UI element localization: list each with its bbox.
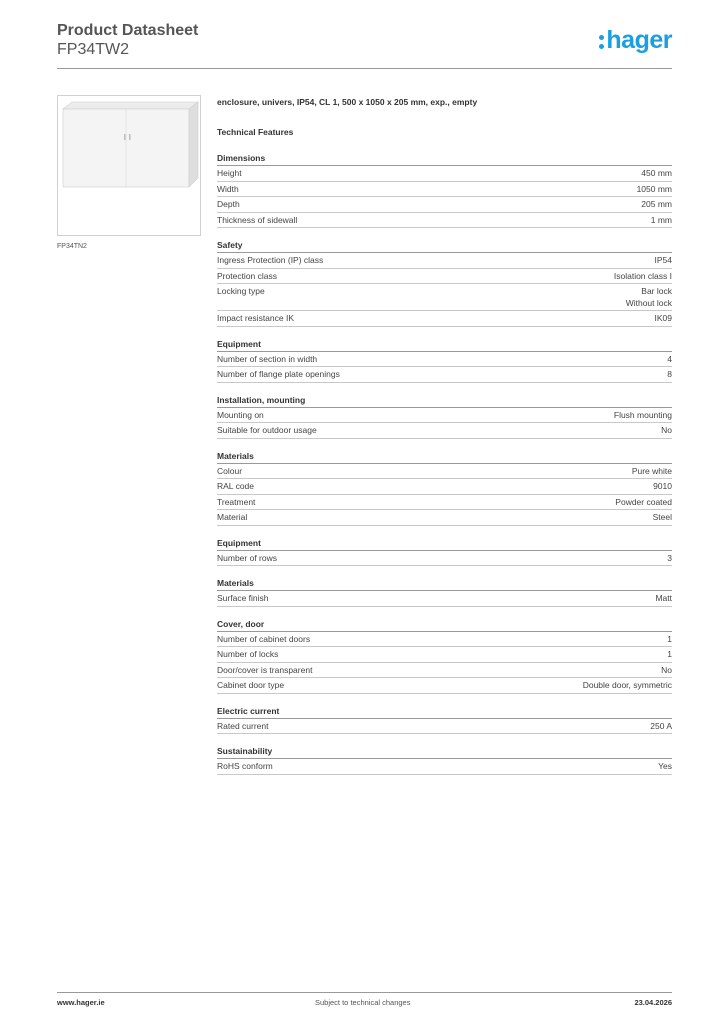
feature-value (641, 199, 672, 211)
feature-row (217, 719, 672, 735)
feature-label: RoHS conform (217, 761, 273, 771)
feature-value (614, 410, 672, 422)
feature-value-line: 450 mm (641, 168, 672, 178)
feature-value (632, 466, 672, 478)
feature-value-line: 1 (667, 633, 672, 644)
feature-value (653, 512, 672, 524)
document-title: Product Datasheet (57, 22, 199, 39)
image-caption: FP34TN2 (57, 243, 87, 250)
feature-label: Locking type (217, 286, 265, 296)
feature-section (217, 577, 672, 607)
feature-label: Number of cabinet doors (217, 633, 311, 644)
feature-value (641, 168, 672, 180)
feature-section (217, 537, 672, 567)
feature-value-line: Double door, symmetric (582, 680, 672, 690)
feature-value-line: 1 mm (650, 214, 672, 225)
product-description: enclosure, univers, IP54, CL 1, 500 x 1050 x 205 mm, exp., empty (217, 97, 478, 107)
section-title: Materials (217, 577, 672, 591)
feature-label: Number of flange plate openings (217, 369, 340, 379)
feature-label: RAL code (217, 481, 255, 491)
feature-row (217, 591, 672, 607)
feature-value-line: Bar lock (641, 286, 672, 296)
feature-row (217, 408, 672, 424)
product-image (57, 95, 201, 236)
feature-section (217, 705, 672, 735)
feature-value-line: Pure white (631, 465, 672, 476)
feature-value (637, 184, 672, 196)
enclosure-image-icon (58, 96, 200, 235)
section-title: Sustainability (217, 745, 672, 759)
feature-label: Height (217, 168, 242, 178)
feature-value (667, 634, 672, 646)
feature-sections (217, 152, 672, 775)
feature-value (655, 593, 672, 605)
feature-label: Suitable for outdoor usage (217, 425, 317, 435)
feature-value (655, 313, 673, 325)
feature-row (217, 678, 672, 694)
feature-section (217, 338, 672, 383)
feature-value (626, 286, 672, 309)
feature-label: Depth (217, 199, 240, 209)
feature-value-line: No (661, 425, 672, 435)
feature-value (583, 680, 672, 692)
feature-row (217, 367, 672, 383)
feature-row (217, 197, 672, 213)
feature-label: Ingress Protection (IP) class (217, 255, 324, 265)
feature-row (217, 284, 672, 311)
feature-row (217, 182, 672, 198)
feature-label: Colour (217, 465, 243, 476)
section-title: Installation, mounting (217, 394, 672, 408)
feature-value (650, 721, 672, 733)
feature-value (614, 271, 672, 283)
feature-value-line: Isolation class I (613, 270, 672, 281)
feature-value-line: 9010 (653, 481, 672, 491)
section-title: Electric current (217, 705, 672, 719)
feature-row (217, 551, 672, 567)
feature-value-line: 3 (667, 552, 672, 563)
feature-label: Number of rows (217, 552, 277, 563)
logo-colon-icon (599, 35, 604, 49)
feature-row (217, 269, 672, 285)
feature-row (217, 253, 672, 269)
feature-label: Thickness of sidewall (217, 214, 298, 225)
feature-label: Material (217, 512, 248, 522)
feature-row (217, 663, 672, 679)
feature-row (217, 647, 672, 663)
footer-note: Subject to technical changes (315, 998, 411, 1007)
feature-value (667, 553, 672, 565)
technical-features-title: Technical Features (217, 127, 294, 137)
feature-value-line: Without lock (625, 297, 672, 308)
feature-row (217, 423, 672, 439)
feature-row (217, 166, 672, 182)
feature-label: Width (217, 183, 239, 194)
feature-section (217, 450, 672, 526)
feature-value-line: IK09 (654, 313, 672, 323)
feature-value-line: Steel (652, 512, 672, 522)
footer-divider (57, 992, 672, 993)
feature-label: Treatment (217, 496, 256, 507)
logo-wordmark: hager (606, 26, 672, 54)
feature-value-line: 8 (667, 369, 672, 379)
feature-value-line: 1050 mm (636, 183, 672, 194)
feature-value (667, 649, 672, 661)
feature-label: Number of locks (217, 649, 279, 659)
feature-value-line: No (661, 664, 672, 675)
feature-section (217, 618, 672, 694)
section-title: Equipment (217, 537, 672, 551)
hager-logo (599, 26, 672, 54)
feature-value (667, 369, 672, 381)
feature-label: Protection class (217, 270, 277, 281)
section-title: Equipment (217, 338, 672, 352)
feature-value-line: 1 (667, 649, 672, 659)
header-divider (57, 68, 672, 69)
feature-value (615, 497, 672, 509)
feature-section (217, 745, 672, 775)
feature-value (667, 354, 672, 366)
feature-row (217, 479, 672, 495)
feature-row (217, 632, 672, 648)
feature-value-line: Flush mounting (613, 409, 672, 420)
feature-section (217, 394, 672, 439)
feature-value-line: 250 A (650, 720, 672, 731)
section-title: Cover, door (217, 618, 672, 632)
feature-row (217, 213, 672, 229)
feature-value-line: 4 (667, 353, 672, 364)
footer-website: www.hager.ie (57, 998, 105, 1007)
feature-value-line: Powder coated (615, 496, 672, 507)
feature-label: Number of section in width (217, 353, 318, 364)
feature-row (217, 464, 672, 480)
feature-section (217, 239, 672, 327)
feature-value-line: 205 mm (641, 199, 672, 209)
feature-label: Surface finish (217, 593, 269, 603)
feature-row (217, 759, 672, 775)
feature-value (661, 425, 672, 437)
footer-date: 23.04.2026 (634, 998, 672, 1007)
feature-row (217, 495, 672, 511)
product-code: FP34TW2 (57, 41, 130, 58)
section-title: Safety (217, 239, 672, 253)
feature-row (217, 352, 672, 368)
feature-value (651, 215, 672, 227)
feature-section (217, 152, 672, 228)
section-title: Dimensions (217, 152, 672, 166)
feature-label: Impact resistance IK (217, 313, 295, 323)
feature-value (655, 255, 673, 267)
feature-value (658, 761, 672, 773)
feature-value (661, 665, 672, 677)
feature-label: Cabinet door type (217, 680, 285, 690)
feature-row (217, 510, 672, 526)
feature-row (217, 311, 672, 327)
feature-label: Door/cover is transparent (217, 664, 313, 675)
feature-value-line: Yes (658, 761, 672, 771)
feature-value (653, 481, 672, 493)
main-content (217, 96, 672, 786)
feature-value-line: Matt (655, 593, 672, 603)
feature-label: Mounting on (217, 409, 264, 420)
feature-value-line: IP54 (654, 255, 672, 265)
feature-label: Rated current (217, 720, 269, 731)
section-title: Materials (217, 450, 672, 464)
page-header (57, 22, 672, 68)
